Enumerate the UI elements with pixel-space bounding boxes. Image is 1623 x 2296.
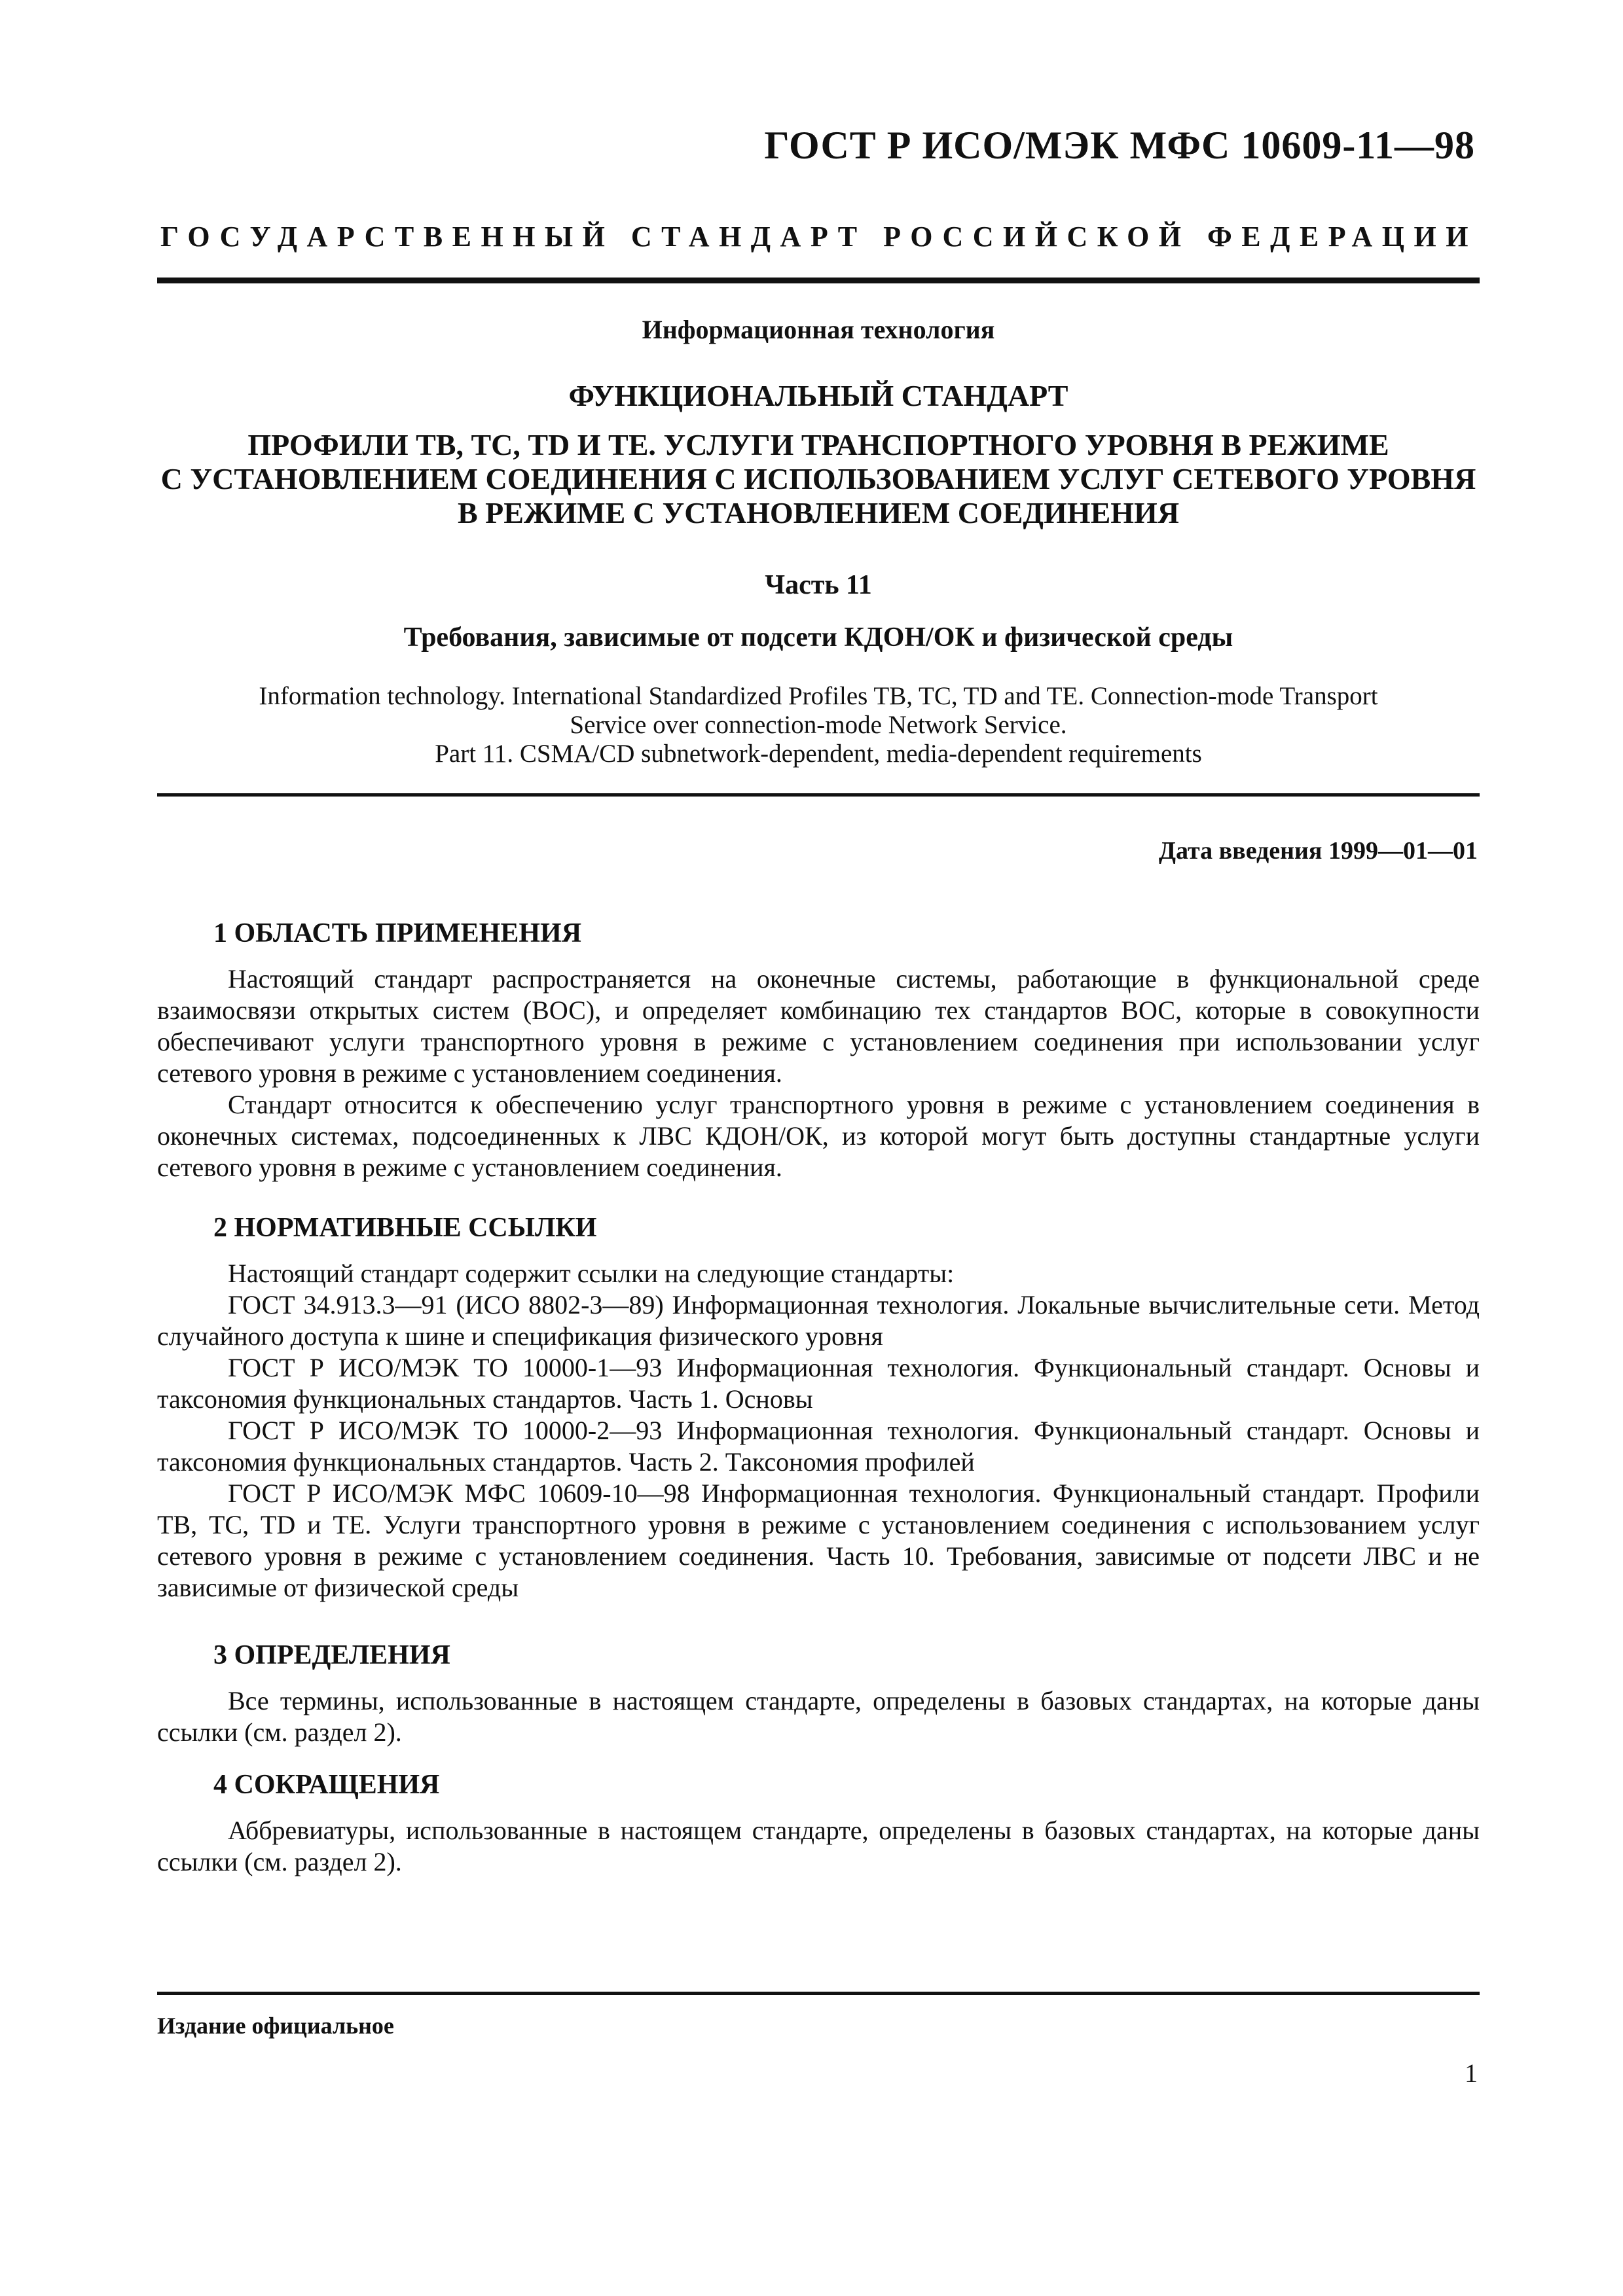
title-profiles: [157, 428, 1480, 530]
footer-rule: [157, 1992, 1480, 1995]
state-standard-banner: ГОСУДАРСТВЕННЫЙ СТАНДАРТ РОССИЙСКОЙ ФЕДЕРАЦИИ: [160, 221, 1478, 253]
title-profiles-line: ПРОФИЛИ ТВ, ТС, TD И ТЕ. УСЛУГИ ТРАНСПОРТНОГО УРОВНЯ В РЕЖИМЕ: [247, 428, 1389, 461]
paragraph: Настоящий стандарт содержит ссылки на следующие стандарты:: [228, 1259, 955, 1288]
section-heading: 1 ОБЛАСТЬ ПРИМЕНЕНИЯ: [213, 918, 582, 948]
english-title-line: Information technology. International Standardized Profiles TB, TC, TD and TE. Connection-mode Transport: [259, 682, 1378, 710]
reference-item: ГОСТ Р ИСО/МЭК ТО 10000-2—93 Информационная технология. Функциональный стандарт. Основы и таксономия функциональных стандартов. Часть 2. Таксономия профилей: [157, 1416, 1480, 1477]
title-profiles-line: В РЕЖИМЕ С УСТАНОВЛЕНИЕМ СОЕДИНЕНИЯ: [457, 496, 1180, 529]
paragraph: Аббревиатуры, использованные в настоящем стандарте, определены в базовых стандартах, на которые даны ссылки (см. раздел 2).: [157, 1816, 1480, 1876]
title-profiles-line: С УСТАНОВЛЕНИЕМ СОЕДИНЕНИЯ С ИСПОЛЬЗОВАНИЕМ УСЛУГ СЕТЕВОГО УРОВНЯ: [160, 462, 1476, 495]
section-definitions: [157, 1640, 1480, 1748]
section-abbreviations: [157, 1769, 1480, 1878]
header-rule: [157, 278, 1480, 283]
english-title-line: Service over connection-mode Network Service.: [570, 711, 1067, 739]
section-scope: [157, 918, 1480, 1183]
title-functional-standard: ФУНКЦИОНАЛЬНЫЙ СТАНДАРТ: [568, 379, 1068, 412]
reference-item: ГОСТ 34.913.3—91 (ИСО 8802-3—89) Информационная технология. Локальные вычислительные сети. Метод случайного доступа к шине и спецификация физического уровня: [157, 1290, 1480, 1351]
reference-item: ГОСТ Р ИСО/МЭК МФС 10609-10—98 Информационная технология. Функциональный стандарт. Профили ТВ, ТС, TD и ТЕ. Услуги транспортного уровня в режиме с установлением соединения с использованием услуг сетевого уровня в режиме с установлением соединения. Часть 10. Требования, зависимые от подсети ЛВС и не зависимые от физической среды: [157, 1479, 1480, 1602]
paragraph: Все термины, использованные в настоящем стандарте, определены в базовых стандартах, на которые даны ссылки (см. раздел 2).: [157, 1686, 1480, 1747]
paragraph: Настоящий стандарт распространяется на оконечные системы, работающие в функциональной среде взаимосвязи открытых систем (ВОС), и определяет комбинацию тех стандартов ВОС, которые в совокупности обеспечивают услуги транспортного уровня в режиме с установлением соединения при использовании услуг сетевого уровня в режиме с установлением соединения.: [157, 964, 1480, 1088]
title-info-technology: Информационная технология: [642, 315, 995, 344]
introduction-date: Дата введения 1999—01—01: [1158, 837, 1478, 865]
title-part: Часть 11: [765, 570, 872, 600]
english-title: [157, 682, 1480, 768]
official-edition-label: Издание официальное: [157, 2013, 394, 2039]
document-number: ГОСТ Р ИСО/МЭК МФС 10609-11—98: [764, 124, 1475, 167]
section-heading: 3 ОПРЕДЕЛЕНИЯ: [213, 1640, 450, 1670]
paragraph: Стандарт относится к обеспечению услуг транспортного уровня в режиме с установлением соединения в оконечных системах, подсоединенных к ЛВС КДОН/ОК, из которой могут быть доступны стандартные услуги сетевого уровня в режиме с установлением соединения.: [157, 1090, 1480, 1182]
reference-item: ГОСТ Р ИСО/МЭК ТО 10000-1—93 Информационная технология. Функциональный стандарт. Основы и таксономия функциональных стандартов. Часть 1. Основы: [157, 1353, 1480, 1414]
title-requirements: Требования, зависимые от подсети КДОН/ОК и физической среды: [403, 622, 1233, 653]
section-heading: 2 НОРМАТИВНЫЕ ССЫЛКИ: [213, 1213, 597, 1243]
section-normative-references: [157, 1212, 1480, 1604]
page-number: 1: [1465, 2058, 1478, 2088]
title-rule: [157, 793, 1480, 797]
english-title-line: Part 11. CSMA/CD subnetwork-dependent, media-dependent requirements: [435, 740, 1202, 768]
section-heading: 4 СОКРАЩЕНИЯ: [213, 1770, 440, 1800]
